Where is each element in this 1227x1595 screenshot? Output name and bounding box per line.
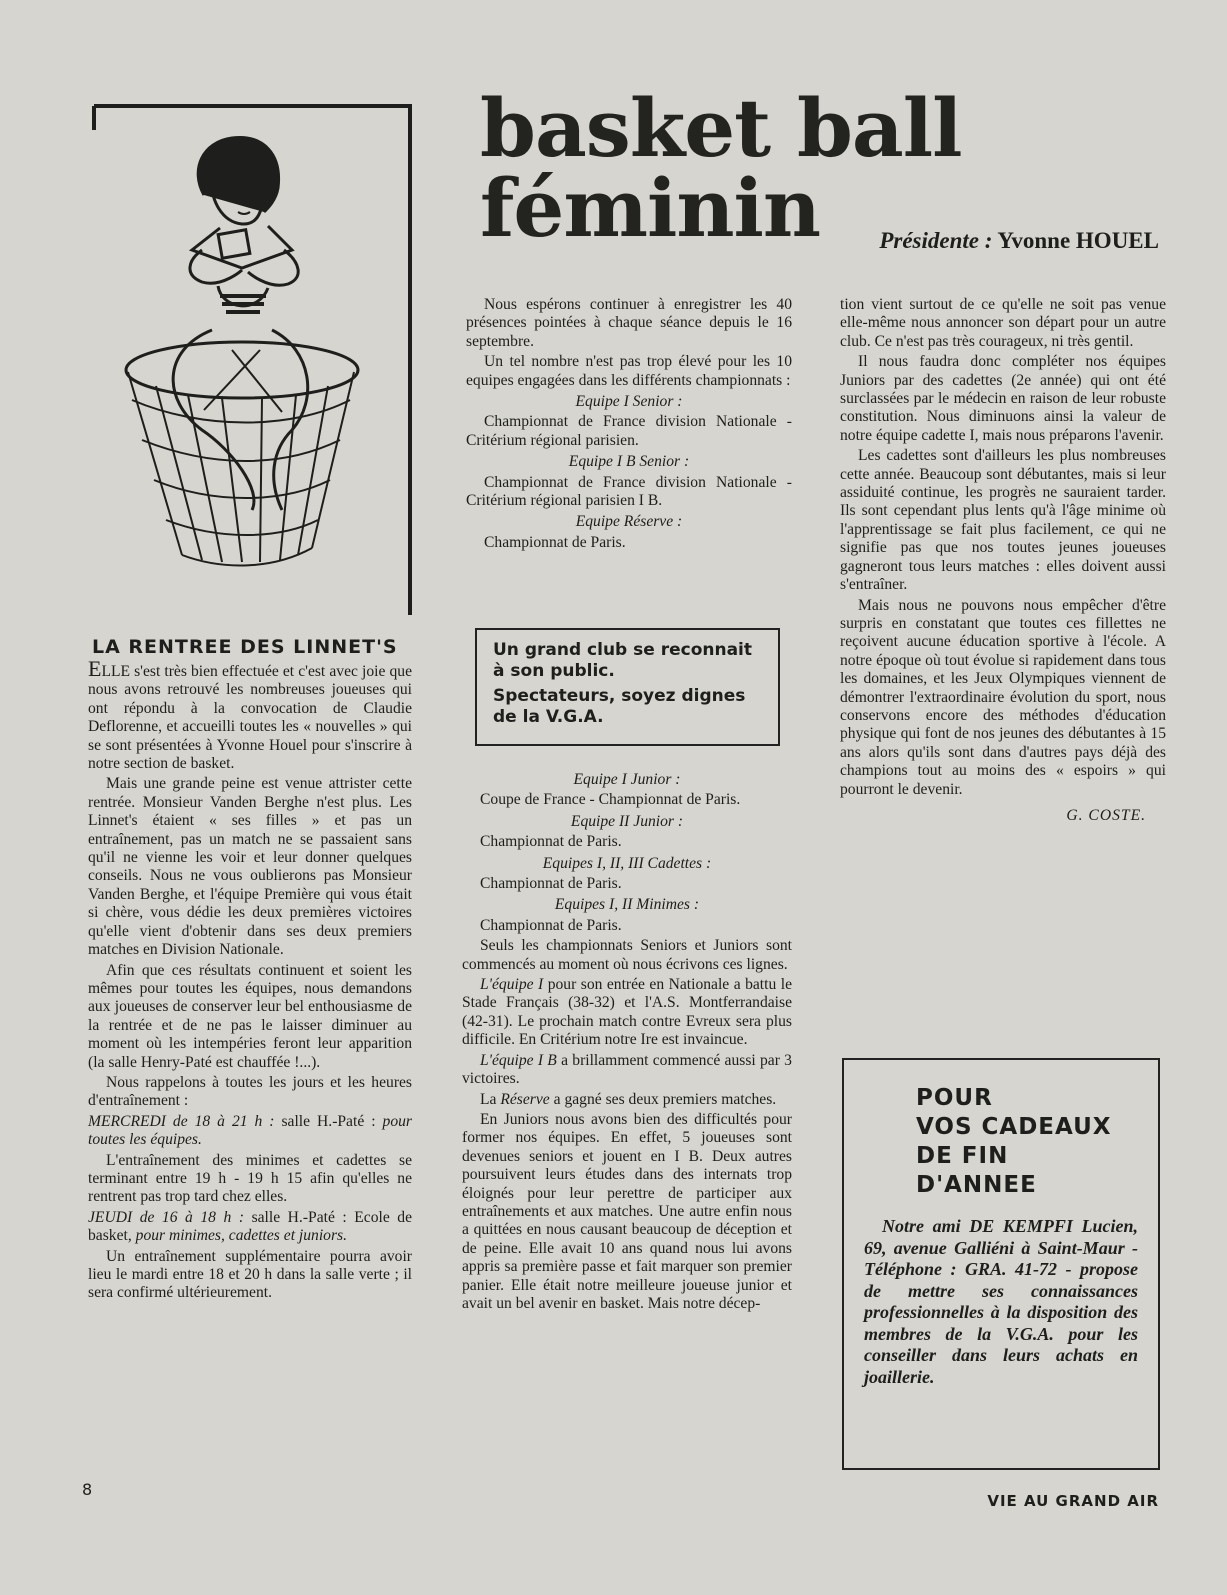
slogan-line: Spectateurs, soyez dignes de la V.G.A. bbox=[493, 686, 746, 727]
paragraph: La Réserve a gagné ses deux premiers matches. bbox=[480, 1090, 777, 1108]
paragraph: Un entraînement supplémentaire pourra avoir lieu le mardi entre 18 et 20 h dans la salle verte ; il sera confirmé ultérieurement. bbox=[88, 1247, 412, 1302]
magazine-name: VIE AU GRAND AIR bbox=[987, 1492, 1159, 1510]
paragraph: Seuls les championnats Seniors et Juniors sont commencés au moment où nous écrivons ces lignes. bbox=[462, 937, 792, 973]
team-competition: Championnat de Paris. bbox=[480, 833, 622, 851]
middle-column-top bbox=[466, 296, 792, 554]
team-name: Equipe Réserve : bbox=[575, 513, 683, 531]
page-title: basket ball féminin bbox=[480, 81, 962, 255]
paragraph: En Juniors nous avons bien des difficultés pour former nos équipes. En effet, 5 joueuses sont devenues seniors et jouent en I B. Deux autres poursuivent leurs études dans des internats trop éloignés pour leur perettre de participer aux entraînements et aux matches. Une autre enfin nous a quittées en nous causant beaucoup de déception et de peine. Elle avait 10 ans quand nous lui avons appris sa première passe et fait marquer son premier panier. Elle était notre meilleure joueuse junior et avait un bel avenir en basket. Mais notre décep- bbox=[462, 1110, 792, 1312]
presidente-name: Yvonne HOUEL bbox=[997, 228, 1159, 253]
team-name: Equipe I Junior : bbox=[573, 771, 681, 788]
slogan-box bbox=[475, 628, 780, 746]
basketball-player-illustration-icon bbox=[92, 100, 422, 620]
drop-cap: E bbox=[88, 656, 102, 681]
paragraph: Afin que ces résultats continuent et soient les mêmes pour toutes les équipes, nous demandons aux joueuses de conserver leur bel enthousiasme de la rentrée et de ne pas le laisser diminuer au moment où les intempéries feront leur apparition (la salle Henry-Paté est chauffée !...). bbox=[88, 961, 412, 1071]
paragraph: Il nous faudra donc compléter nos équipes Juniors par des cadettes (2e année) qui ont été surclassées par le médecin en raison de leur robuste constitution. Nous diminuons ainsi la valeur de notre équipe cadette I, mais nous préparons l'avenir. bbox=[840, 353, 1166, 444]
team-competition: Championnat de Paris. bbox=[480, 875, 622, 893]
team-name: Equipe II Junior : bbox=[570, 812, 684, 830]
paragraph: Mais une grande peine est venue attrister cette rentrée. Monsieur Vanden Berghe n'est plus. Les Linnet's étaient « ses filles » et pas un entraînement, pas un match ne se passaient sans qu'il ne vienne les voir et leur donner quelques conseils. Nous ne vous oublierons pas Monsieur Vanden Berghe, et l'équipe Première qui vous était si chère, vous dédie les deux premières victoires qu'elle vient d'obtenir dans ses deux premiers matches en Division Nationale. bbox=[88, 775, 412, 959]
paragraph: L'équipe I pour son entrée en Nationale a battu le Stade Français (38-32) et l'A.S. Montferrandaise (42-31). Le prochain match contre Evreux sera plus difficile. En Critérium notre Ire est invaincue. bbox=[462, 976, 792, 1049]
ad-body: Notre ami DE KEMPFI Lucien, 69, avenue Galliéni à Saint-Maur - Téléphone : GRA. 41-72 - propose de mettre ses connaissances professionnelles à la disposition des membres de la V.G.A. pour les conseiller dans leurs achats en joaillerie. bbox=[864, 1216, 1138, 1387]
paragraph: L'équipe I B a brillamment commencé aussi par 3 victoires. bbox=[462, 1051, 792, 1088]
team-competition: Championnat de France division Nationale - Critérium régional parisien I B. bbox=[466, 473, 792, 510]
paragraph: Les cadettes sont d'ailleurs les plus nombreuses cette année. Beaucoup sont débutantes, mais si leur assiduité continue, les progrès ne sauraient tarder. Ils sont cependant plus lents qu'à l'âge minime où l'apprentissage se fait plus facilement, ce qui ne signifie pas que nos toutes jeunes joueuses gagneront tous leurs matches : elles doivent aussi s'entraîner. bbox=[840, 447, 1166, 594]
team-name: Equipes I, II, III Cadettes : bbox=[542, 854, 712, 872]
page-number: 8 bbox=[82, 1480, 93, 1499]
presidente-line bbox=[879, 228, 1159, 254]
paragraph: tion vient surtout de ce qu'elle ne soit pas venue elle-même nous annoncer son départ pour un autre club. Ce n'est pas très courageux, ni très gentil. bbox=[840, 296, 1166, 350]
paragraph: Un tel nombre n'est pas trop élevé pour les 10 equipes engagées dans les différents championnats : bbox=[466, 353, 792, 389]
left-column bbox=[88, 656, 412, 1305]
section-heading: LA RENTREE DES LINNET'S bbox=[92, 636, 398, 658]
paragraph: Nous rappelons à toutes les jours et les heures d'entraînement : bbox=[88, 1073, 412, 1110]
slogan-line: Un grand club se reconnait à son public. bbox=[493, 640, 753, 681]
paragraph: Nous espérons continuer à enregistrer les 40 présences pointées à chaque séance depuis le 16 septembre. bbox=[466, 296, 792, 350]
paragraph: L'entraînement des minimes et cadettes se terminant entre 19 h - 19 h 15 afin qu'elles ne rentrent pas trop tard chez elles. bbox=[88, 1151, 412, 1206]
team-competition: Championnat de Paris. bbox=[484, 533, 626, 551]
paragraph: ELLE s'est très bien effectuée et c'est avec joie que nous avons retrouvé les nombreuses joueuses qui ont répondu à la convocation de Claudie Deflorenne, et accueilli toutes les « nouvelles » qui se sont présentées à Yvonne Houel pour s'inscrire à notre section de basket. bbox=[88, 656, 412, 773]
schedule-thursday: JEUDI de 16 à 18 h : salle H.-Paté : Ecole de basket, pour minimes, cadettes et juniors. bbox=[88, 1208, 412, 1245]
team-competition: Championnat de Paris. bbox=[480, 916, 622, 934]
signature: G. COSTE. bbox=[1066, 806, 1146, 824]
ad-headline: POUR VOS CADEAUX DE FIN D'ANNEE bbox=[916, 1085, 1112, 1198]
team-competition: Championnat de France division Nationale - Critérium régional parisien. bbox=[466, 413, 792, 449]
team-name: Equipe I B Senior : bbox=[568, 453, 690, 471]
team-name: Equipe I Senior : bbox=[575, 393, 683, 411]
advertisement-box bbox=[842, 1058, 1160, 1470]
paragraph: Mais nous ne pouvons nous empêcher d'être surpris en constatant que toutes ces fillettes ne reçoivent aucune éducation sportive à l'école. A notre époque où tout évolue si rapidement dans tous les domaines, et les Jeux Olympiques viennent de démontrer l'extraordinaire évolution du sport, nous conservons encore des méthodes d'éducation physique qui font de nos jeunes des débutantes à 15 ans alors qu'ils sont dans d'autres pays déjà des champions tout au moins des « espoirs » qui pourront le devenir. bbox=[840, 596, 1166, 798]
right-column bbox=[840, 296, 1166, 827]
team-competition: Coupe de France - Championnat de Paris. bbox=[480, 791, 741, 809]
team-name: Equipes I, II Minimes : bbox=[554, 896, 700, 914]
middle-column-bottom bbox=[462, 768, 792, 1315]
schedule-wednesday: MERCREDI de 18 à 21 h : salle H.-Paté : pour toutes les équipes. bbox=[88, 1112, 412, 1149]
presidente-label: Présidente : bbox=[879, 228, 993, 253]
